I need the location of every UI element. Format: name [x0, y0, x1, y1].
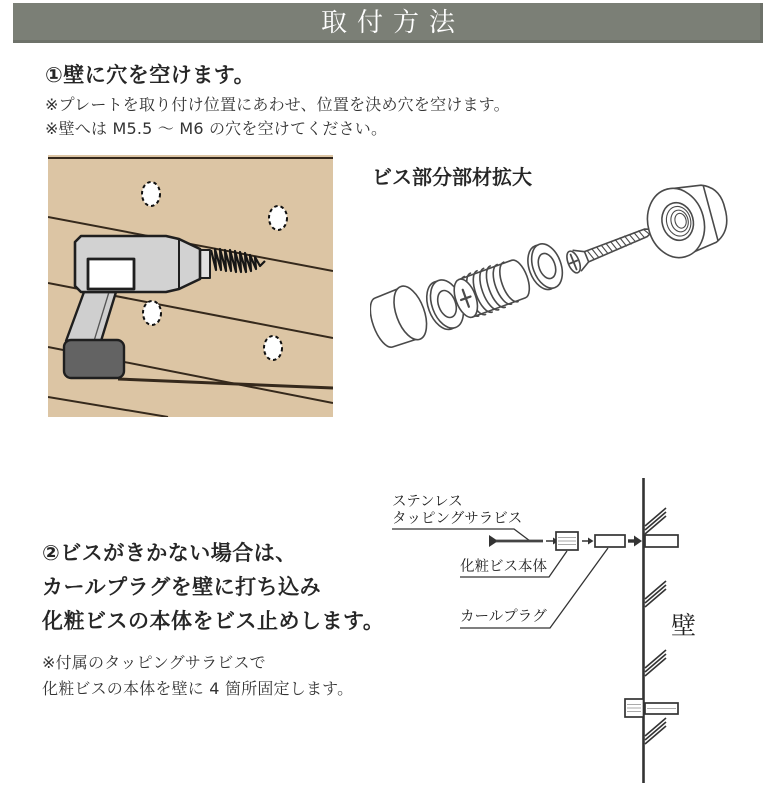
arrow-bold-right-icon	[628, 536, 642, 547]
exploded-diagram-title: ビス部分部材拡大	[372, 165, 532, 189]
threaded-plug-part	[449, 255, 535, 322]
inserted-plug-symbol	[645, 535, 678, 547]
screw-body-symbol	[556, 532, 578, 550]
step1-note-1: ※プレートを取り付け位置にあわせ、位置を決め穴を空けます。	[45, 95, 510, 114]
nut-part	[640, 176, 734, 264]
tapping-screw-symbol	[489, 535, 543, 547]
leader-line-screw	[392, 529, 530, 541]
header-bar	[13, 3, 763, 43]
step2-note-2: 化粧ビスの本体を壁に 4 箇所固定します。	[42, 679, 354, 698]
step1-note-2: ※壁へは M5.5 ～ M6 の穴を空けてください。	[45, 119, 388, 138]
page-title: 取付方法	[320, 8, 465, 38]
drill-hole-mark	[142, 182, 160, 206]
label-tapping-screw: タッピングサラビス	[392, 511, 523, 527]
drill-hole-mark	[143, 301, 161, 325]
drill-label-panel	[88, 259, 134, 289]
cap-part	[370, 282, 433, 353]
drill-hole-mark	[264, 336, 282, 360]
curl-plug-symbol	[595, 535, 625, 547]
exploded-parts-diagram	[370, 160, 770, 370]
label-screw-body: 化粧ビス本体	[460, 559, 547, 575]
drill-illustration	[48, 155, 333, 417]
step1-title: ①壁に穴を空けます。	[45, 63, 256, 87]
label-wall: 壁	[671, 611, 697, 640]
tapping-screw-part	[564, 219, 658, 275]
arrow-right-icon	[582, 538, 594, 545]
wall-cross-section-diagram	[380, 470, 775, 785]
fastened-assembly-symbol	[625, 699, 678, 717]
step2-note-1: ※付属のタッピングサラビスで	[42, 653, 266, 672]
label-curl-plug: カールプラグ	[460, 609, 547, 625]
drill-battery	[64, 340, 124, 378]
step2-title-line1: ②ビスがきかない場合は、	[42, 541, 297, 565]
step2-title-line3: 化粧ビスの本体をビス止めします。	[42, 609, 385, 633]
drill-hole-mark	[269, 206, 287, 230]
label-stainless: ステンレス	[392, 494, 463, 510]
step2-title-line2: カールプラグを壁に打ち込み	[42, 575, 322, 599]
